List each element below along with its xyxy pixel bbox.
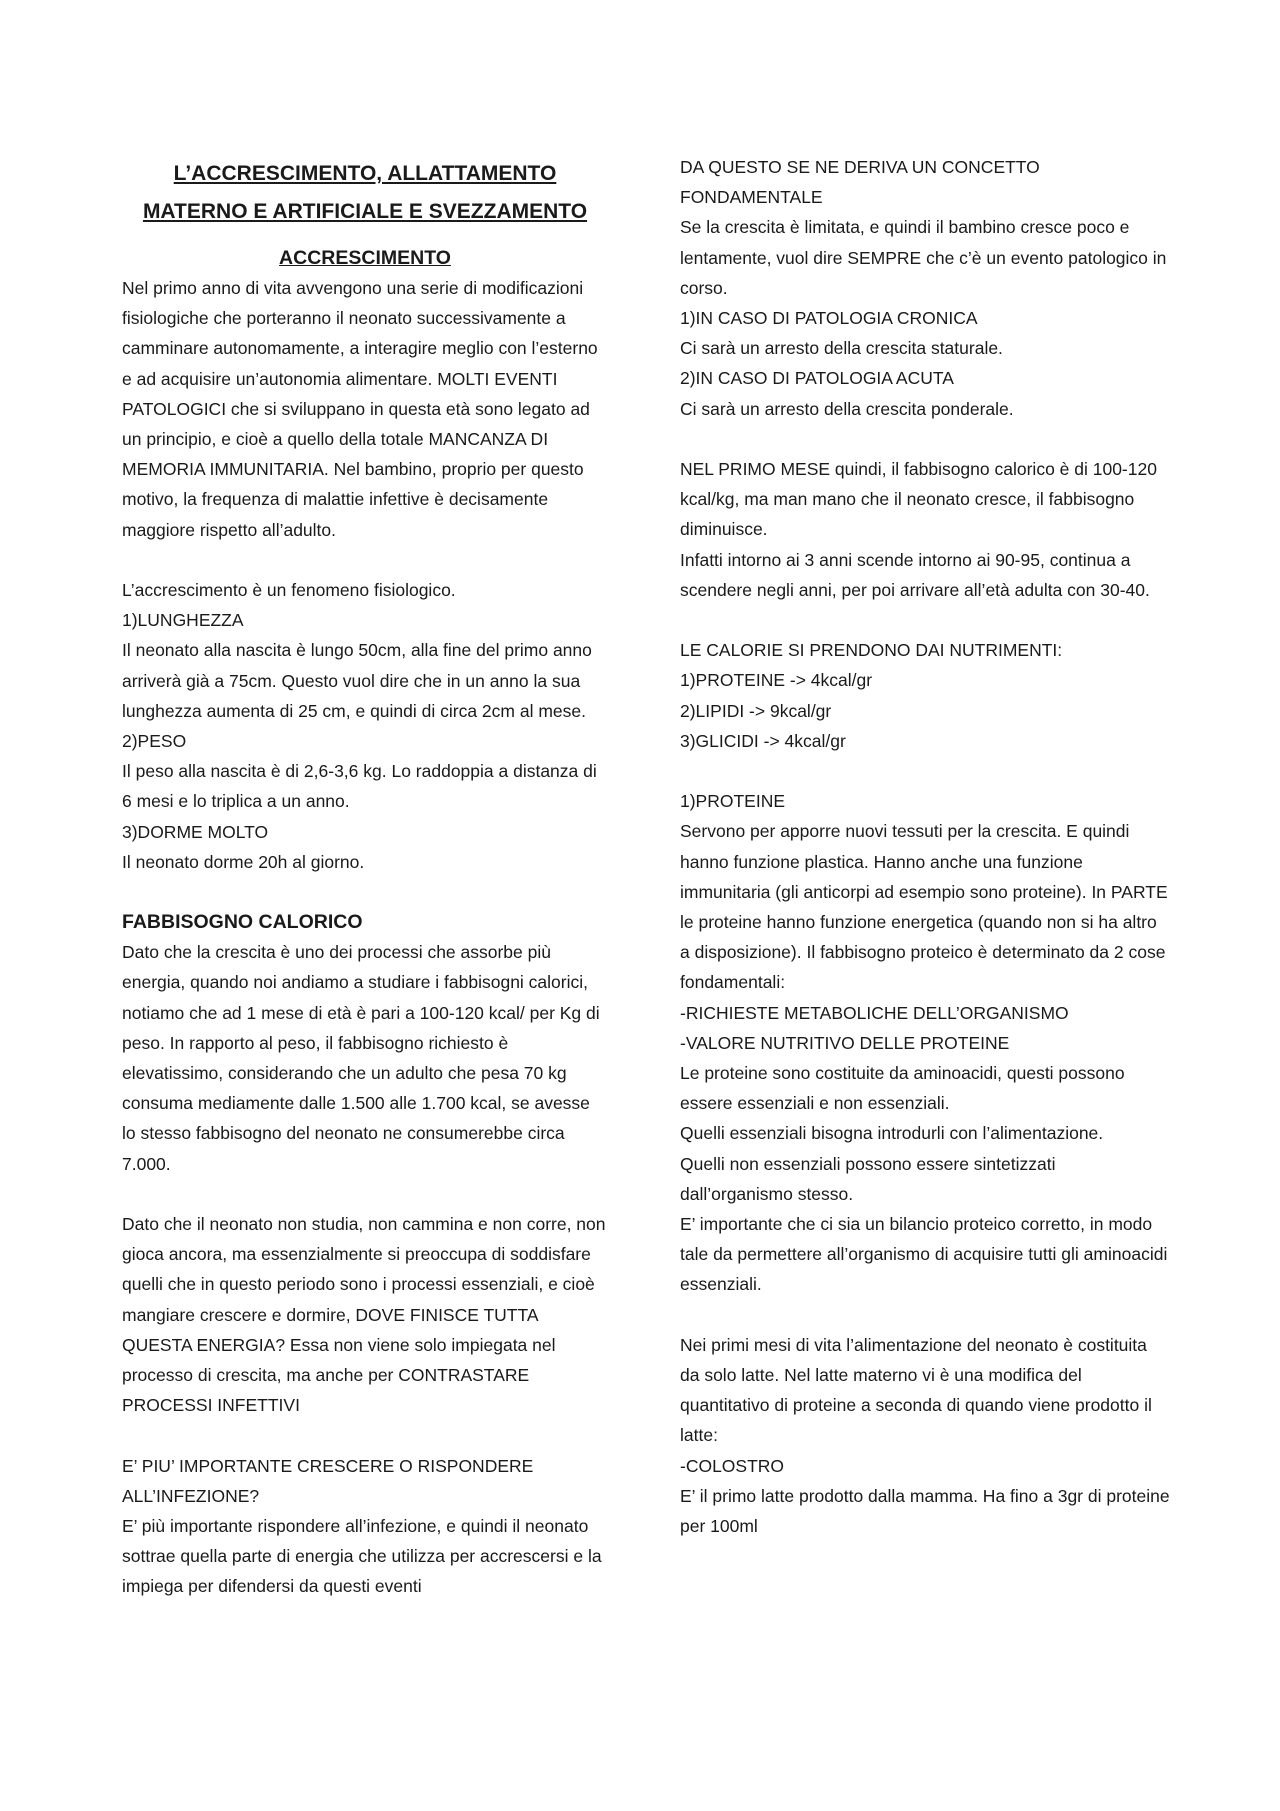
weight-label: 2)PESO [122, 731, 187, 752]
proteins-label: 1)PROTEINE [680, 791, 786, 812]
chronic-label: 1)IN CASO DI PATOLOGIA CRONICA [680, 308, 978, 329]
spacer [122, 545, 608, 575]
factor-item: -VALORE NUTRITIVO DELLE PROTEINE [680, 1032, 1010, 1053]
spacer [680, 424, 1170, 454]
growth-intro: L’accrescimento è un fenomeno fisiologico. [122, 580, 456, 601]
milk-paragraph: Nei primi mesi di vita l’alimentazione del neonato è costituita da solo latte. Nel latte materno vi è una modifica del quantitativo di proteine a seconda di quando viene prodotto il latte: [680, 1334, 1152, 1446]
spacer [122, 877, 608, 907]
concept-heading-line-1: DA QUESTO SE NE DERIVA UN CONCETTO [680, 157, 1040, 177]
energy-paragraph: Dato che il neonato non studia, non cammina e non corre, non gioca ancora, ma essenzialmente si preoccupa di soddisfare quelli che in questo periodo sono i processi essenziali, e cioè mangiare crescere e dormire, DOVE FINISCE TUTTA QUESTA ENERGIA? Essa non viene solo impiegata nel processo di crescita, ma anche per CONTRASTARE PROCESSI INFETTIVI [122, 1214, 606, 1416]
amino-paragraph: Quelli essenziali bisogna introdurli con l’alimentazione. [680, 1123, 1104, 1144]
weight-paragraph: Il peso alla nascita è di 2,6-3,6 kg. Lo raddoppia a distanza di 6 mesi e lo triplica a un anno. [122, 761, 597, 812]
factor-item: -RICHIESTE METABOLICHE DELL’ORGANISMO [680, 1002, 1069, 1023]
balance-paragraph: E’ importante che ci sia un bilancio proteico corretto, in modo tale da permettere all’organismo di acquisire tutti gli aminoacidi essenziali. [680, 1214, 1168, 1295]
answer-paragraph: E’ più importante rispondere all’infezione, e quindi il neonato sottrae quella parte di energia che utilizza per accrescersi e la impiega per difendersi da questi eventi [122, 1516, 602, 1597]
chronic-text: Ci sarà un arresto della crescita staturale. [680, 338, 1003, 359]
length-label: 1)LUNGHEZZA [122, 610, 244, 631]
question-paragraph: E’ PIU’ IMPORTANTE CRESCERE O RISPONDERE ALL’INFEZIONE? [122, 1455, 534, 1506]
nutrient-item: 3)GLICIDI -> 4kcal/gr [680, 730, 846, 751]
spacer [122, 1179, 608, 1209]
amino-paragraph: Le proteine sono costituite da aminoacidi, questi possono essere essenziali e non essenziali. [680, 1063, 1125, 1114]
spacer [680, 756, 1170, 786]
intro-paragraph: Nel primo anno di vita avvengono una serie di modificazioni fisiologiche che porteranno il neonato successivamente a camminare autonomamente, a interagire meglio con l’esterno e ad acquisire un’autonomia alimentare. MOLTI EVENTI PATOLOGICI che si sviluppano in questa età sono legato ad un principio, e cioè a quello della totale MANCANZA DI MEMORIA IMMUNITARIA. Nel bambino, proprio per questo motivo, la frequenza di malattie infettive è decisamente maggiore rispetto all’adulto. [122, 278, 598, 540]
document-title-line-1: L’ACCRESCIMENTO, ALLATTAMENTO [173, 162, 557, 185]
sleep-label: 3)DORME MOLTO [122, 821, 269, 842]
nutrients-heading: LE CALORIE SI PRENDONO DAI NUTRIMENTI: [680, 640, 1063, 661]
later-years-paragraph: Infatti intorno ai 3 anni scende intorno ai 90-95, continua a scendere negli anni, per poi arrivare all’età adulta con 30-40. [680, 549, 1150, 600]
concept-heading-line-2: FONDAMENTALE [680, 187, 823, 208]
right-column [680, 152, 1170, 1541]
spacer [680, 1300, 1170, 1330]
nutrient-item: 2)LIPIDI -> 9kcal/gr [680, 700, 832, 721]
proteins-paragraph: Servono per apporre nuovi tessuti per la crescita. E quindi hanno funzione plastica. Hanno anche una funzione immunitaria (gli anticorpi ad esempio sono proteine). In PARTE le proteine hanno funzione energetica (quando non si ha altro a disposizione). Il fabbisogno proteico è determinato da 2 cose fondamentali: [680, 821, 1168, 993]
left-column [122, 155, 608, 1602]
document-title-line-2: MATERNO E ARTIFICIALE E SVEZZAMENTO [142, 200, 588, 223]
spacer [122, 1420, 608, 1450]
colostrum-label: -COLOSTRO [680, 1455, 785, 1476]
acute-label: 2)IN CASO DI PATOLOGIA ACUTA [680, 368, 954, 389]
concept-paragraph: Se la crescita è limitata, e quindi il bambino cresce poco e lentamente, vuol dire SEMPRE che c’è un evento patologico in corso. [680, 217, 1167, 298]
calorie-paragraph: Dato che la crescita è uno dei processi che assorbe più energia, quando noi andiamo a studiare i fabbisogni calorici, notiamo che ad 1 mese di età è pari a 100-120 kcal/ per Kg di peso. In rapporto al peso, il fabbisogno richiesto è elevatissimo, considerando che un adulto che pesa 70 kg consuma mediamente dalle 1.500 alle 1.700 kcal, se avesse lo stesso fabbisogno del neonato ne consumerebbe circa 7.000. [122, 942, 600, 1174]
amino-paragraph: Quelli non essenziali possono essere sintetizzati dall’organismo stesso. [680, 1153, 1056, 1204]
first-month-paragraph: NEL PRIMO MESE quindi, il fabbisogno calorico è di 100-120 kcal/kg, ma man mano che il neonato cresce, il fabbisogno diminuisce. [680, 459, 1157, 540]
heading-fabbisogno-calorico: FABBISOGNO CALORICO [122, 911, 363, 934]
section-title-accrescimento: ACCRESCIMENTO [279, 247, 451, 269]
spacer [680, 605, 1170, 635]
length-paragraph: Il neonato alla nascita è lungo 50cm, alla fine del primo anno arriverà già a 75cm. Questo vuol dire che in un anno la sua lunghezza aumenta di 25 cm, e quindi di circa 2cm al mese. [122, 640, 592, 721]
colostrum-paragraph: E’ il primo latte prodotto dalla mamma. Ha fino a 3gr di proteine per 100ml [680, 1485, 1170, 1537]
sleep-paragraph: Il neonato dorme 20h al giorno. [122, 851, 365, 872]
nutrient-item: 1)PROTEINE -> 4kcal/gr [680, 670, 873, 691]
acute-text: Ci sarà un arresto della crescita ponderale. [680, 398, 1014, 419]
